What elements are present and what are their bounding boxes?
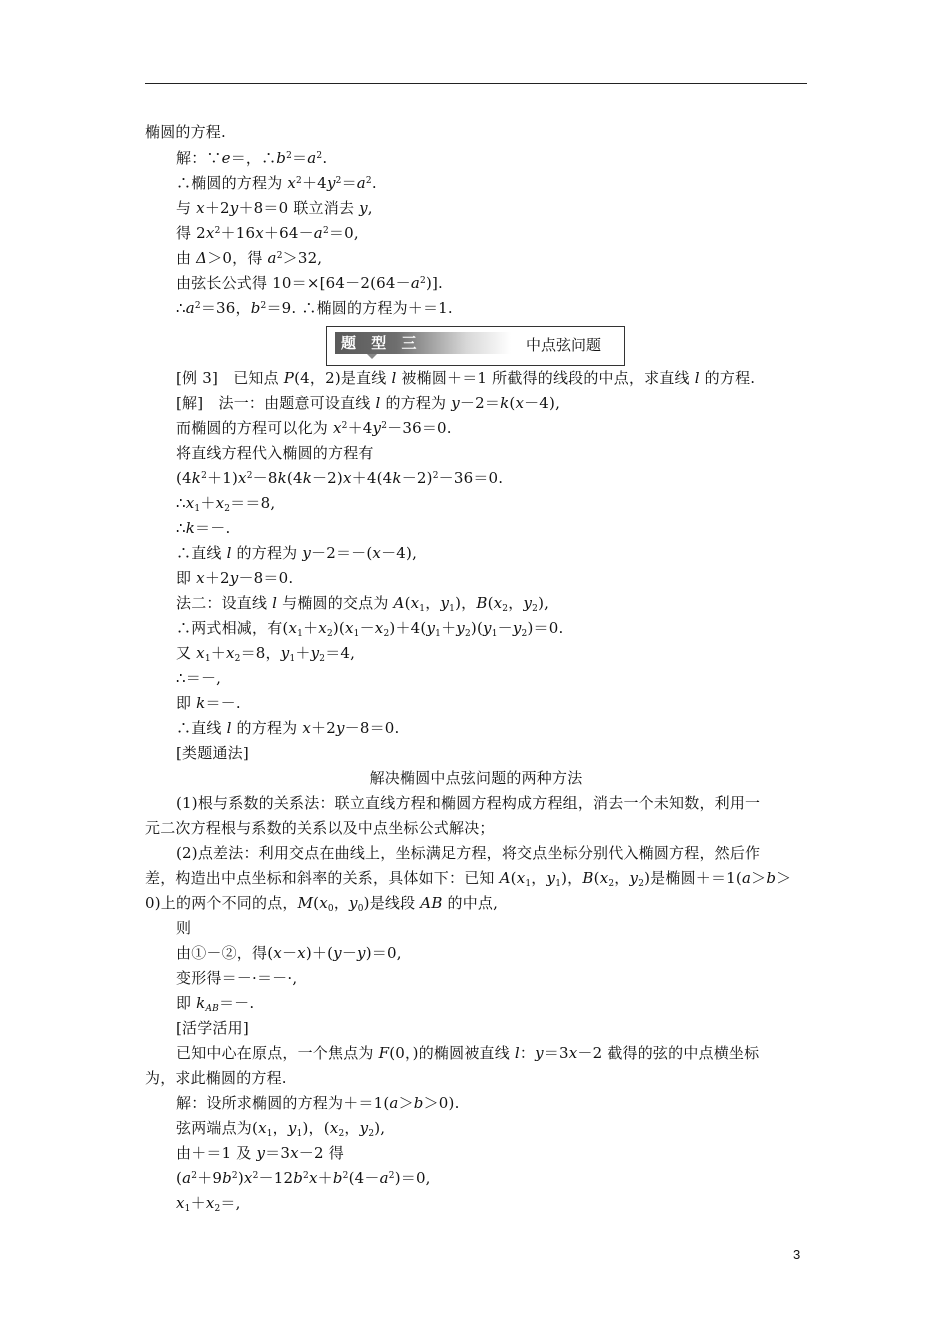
text-line: 解：∵e＝，$\therefore b^2=a^2$. [176, 149, 328, 167]
banner-notch-decor [367, 354, 377, 359]
text-line: [活学活用] [176, 1019, 249, 1037]
section-title: 中点弦问题 [526, 336, 602, 354]
text-line: 则 [176, 919, 192, 937]
text-line: 与 x＋2y＋8＝0 联立消去 y, [176, 199, 373, 217]
text-line: $(4k^2+1)x^2-8k(4k-2)x+4(4k-2)^2-36=0$. [176, 469, 504, 487]
text-line: 元二次方程根与系数的关系以及中点坐标公式解决； [145, 819, 495, 837]
header-rule [145, 83, 807, 84]
text-line: [例 3] 已知点 P(4，2)是直线 l 被椭圆＋＝1 所截得的线段的中点，求直线 l 的方程. [176, 369, 756, 387]
text-line: 弦两端点为($x_1$，$y_1$)，($x_2$，$y_2$), [176, 1119, 386, 1139]
text-line: 解：设所求椭圆的方程为＋＝1(a＞b＞0). [176, 1094, 460, 1112]
text-line: 由①－②，得(x－x)＋(y－y)＝0, [176, 944, 402, 962]
text-line: (1)根与系数的关系法：联立直线方程和椭圆方程构成方程组，消去一个未知数，利用一 [176, 794, 761, 812]
text-line: 由 Δ＞0，得 $a^2>32$, [176, 249, 323, 267]
text-line: ∴两式相减，有$(x_1+x_2)(x_1-x_2)+4(y_1+y_2)(y_1-y_2)=0$. [176, 619, 564, 639]
text-line: 椭圆的方程. [145, 123, 226, 141]
text-line: 为，求此椭圆的方程. [145, 1069, 287, 1087]
text-line: ∴＝－, [176, 669, 222, 687]
text-line: $(a^2+9b^2)x^2-12b^2x+b^2(4-a^2)=0$, [176, 1169, 431, 1187]
text-line: ∴直线 l 的方程为 x＋2y－8＝0. [176, 719, 400, 737]
text-line: 而椭圆的方程可以化为 $x^2+4y^2-36=0$. [176, 419, 452, 437]
text-line: ∴k＝－. [176, 519, 231, 537]
text-line: 法二：设直线 l 与椭圆的交点为 $A(x_1$，$y_1$)，$B(x_2$，$y_2$), [176, 594, 550, 614]
text-line: 即 k＝－. [176, 694, 241, 712]
text-line: [类题通法] [176, 744, 249, 762]
text-line: 又 $x_1+x_2=8$，$y_1+y_2=4$, [176, 644, 356, 664]
text-line: 由弦长公式得 $10=\times[64-2(64-a^2)]$. [176, 274, 444, 292]
text-line: [解] 法一：由题意可设直线 l 的方程为 y－2＝k(x－4), [176, 394, 561, 412]
text-line: $x_1+x_2=$, [176, 1194, 241, 1214]
text-line: 差，构造出中点坐标和斜率的关系，具体如下：已知 $A(x_1$，$y_1$)，$B(x_2$，$y_2$)是椭圆＋＝1(a＞b＞ [145, 869, 792, 889]
page-number: 3 [793, 1247, 801, 1262]
text-line: 已知中心在原点，一个焦点为 F(0，)的椭圆被直线 l：y＝3x－2 截得的弦的中点横坐标 [176, 1044, 760, 1062]
section-banner [326, 326, 625, 366]
text-line: 解决椭圆中点弦问题的两种方法 [369, 769, 583, 787]
text-line: 0)上的两个不同的点，$M(x_0$，$y_0$)是线段 AB 的中点, [145, 894, 499, 914]
text-line: 变形得＝－·＝－·, [176, 969, 298, 987]
text-line: 即 x＋2y－8＝0. [176, 569, 294, 587]
text-line: ∴直线 l 的方程为 y－2＝－(x－4), [176, 544, 418, 562]
text-line: $\therefore x_1+x_2==8$, [176, 494, 276, 514]
text-line: 由＋＝1 及 y＝3x－2 得 [176, 1144, 344, 1162]
text-line: (2)点差法：利用交点在曲线上，坐标满足方程，将交点坐标分别代入椭圆方程，然后作 [176, 844, 761, 862]
text-line: ∴椭圆的方程为 $x^2+4y^2=a^2$. [176, 174, 377, 192]
text-line: 即 $k_{AB}=-$. [176, 994, 255, 1014]
section-tag: 题 型 三 [335, 332, 511, 354]
text-line: 得 $2x^2+16x+64-a^2=0$, [176, 224, 359, 242]
text-line: $\therefore a^2=36$，$b^2=9$. ∴椭圆的方程为＋＝1. [176, 299, 453, 317]
text-line: 将直线方程代入椭圆的方程有 [176, 444, 374, 462]
